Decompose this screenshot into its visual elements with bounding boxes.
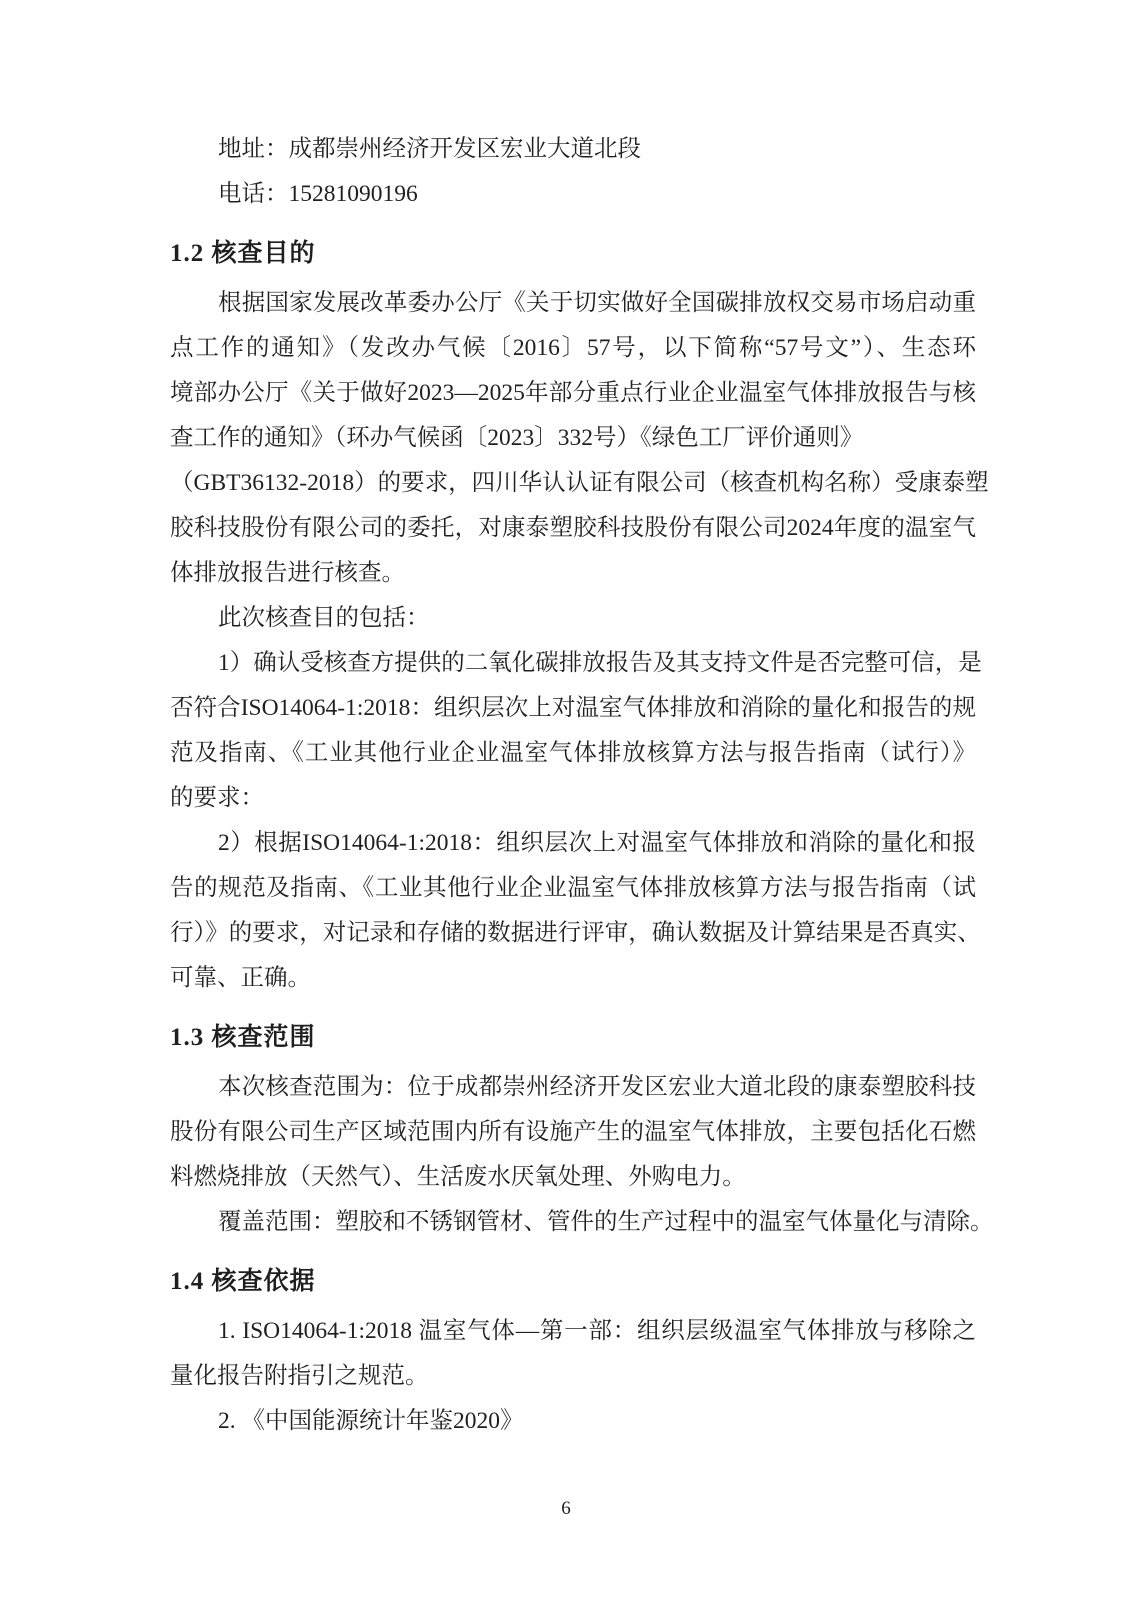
page-footer xyxy=(0,1496,1132,1522)
text-line: 告的规范及指南、《工业其他行业企业温室气体排放核算方法与报告指南（试 xyxy=(170,875,976,901)
text-line: 范及指南、《工业其他行业企业温室气体排放核算方法与报告指南（试行）》 xyxy=(170,740,976,766)
text-line: 1. ISO14064-1:2018 温室气体—第一部：组织层级温室气体排放与移除之 xyxy=(218,1318,976,1344)
text-line: 本次核查范围为：位于成都崇州经济开发区宏业大道北段的康泰塑胶科技 xyxy=(218,1074,976,1100)
text-line: 行）》的要求，对记录和存储的数据进行评审，确认数据及计算结果是否真实、 xyxy=(170,920,981,946)
text-line: 2. 《中国能源统计年鉴2020》 xyxy=(218,1408,524,1434)
page-number: 6 xyxy=(561,1498,571,1519)
text-line: 胶科技股份有限公司的委托，对康泰塑胶科技股份有限公司2024年度的温室气 xyxy=(170,515,976,541)
text-line: 可靠、正确。 xyxy=(170,965,311,991)
text-line: 查工作的通知》（环办气候函〔2023〕332号）《绿色工厂评价通则》 xyxy=(170,425,864,451)
text-line: 境部办公厅《关于做好2023—2025年部分重点行业企业温室气体排放报告与核 xyxy=(170,380,976,406)
section-heading: 1.4 核查依据 xyxy=(170,1268,316,1295)
text-line: 1）确认受核查方提供的二氧化碳排放报告及其支持文件是否完整可信，是 xyxy=(218,650,982,676)
text-line: 体排放报告进行核查。 xyxy=(170,560,405,586)
text-line: 此次核查目的包括： xyxy=(218,605,430,631)
text-line: 量化报告附指引之规范。 xyxy=(170,1363,429,1389)
text-line: 根据国家发展改革委办公厅《关于切实做好全国碳排放权交易市场启动重 xyxy=(218,290,976,316)
text-line: 2）根据ISO14064-1:2018：组织层次上对温室气体排放和消除的量化和报 xyxy=(218,830,976,856)
text-line: 料燃烧排放（天然气）、生活废水厌氧处理、外购电力。 xyxy=(170,1164,746,1190)
section-heading: 1.2 核查目的 xyxy=(170,240,316,267)
text-line: 股份有限公司生产区域范围内所有设施产生的温室气体排放，主要包括化石燃 xyxy=(170,1119,976,1145)
text-line: 否符合ISO14064-1:2018：组织层次上对温室气体排放和消除的量化和报告的规 xyxy=(170,695,976,721)
phone-line: 电话：15281090196 xyxy=(218,181,418,207)
address-line: 地址：成都崇州经济开发区宏业大道北段 xyxy=(218,136,641,162)
text-line: 的要求： xyxy=(170,785,264,811)
page-content xyxy=(170,127,994,1444)
section-heading: 1.3 核查范围 xyxy=(170,1024,316,1051)
text-line: 点工作的通知》（发改办气候〔2016〕57号，以下简称“57号文”）、生态环 xyxy=(170,335,976,361)
text-line: 覆盖范围：塑胶和不锈钢管材、管件的生产过程中的温室气体量化与清除。 xyxy=(218,1209,994,1235)
text-line: （GBT36132-2018）的要求，四川华认认证有限公司（核查机构名称）受康泰塑 xyxy=(170,470,989,496)
